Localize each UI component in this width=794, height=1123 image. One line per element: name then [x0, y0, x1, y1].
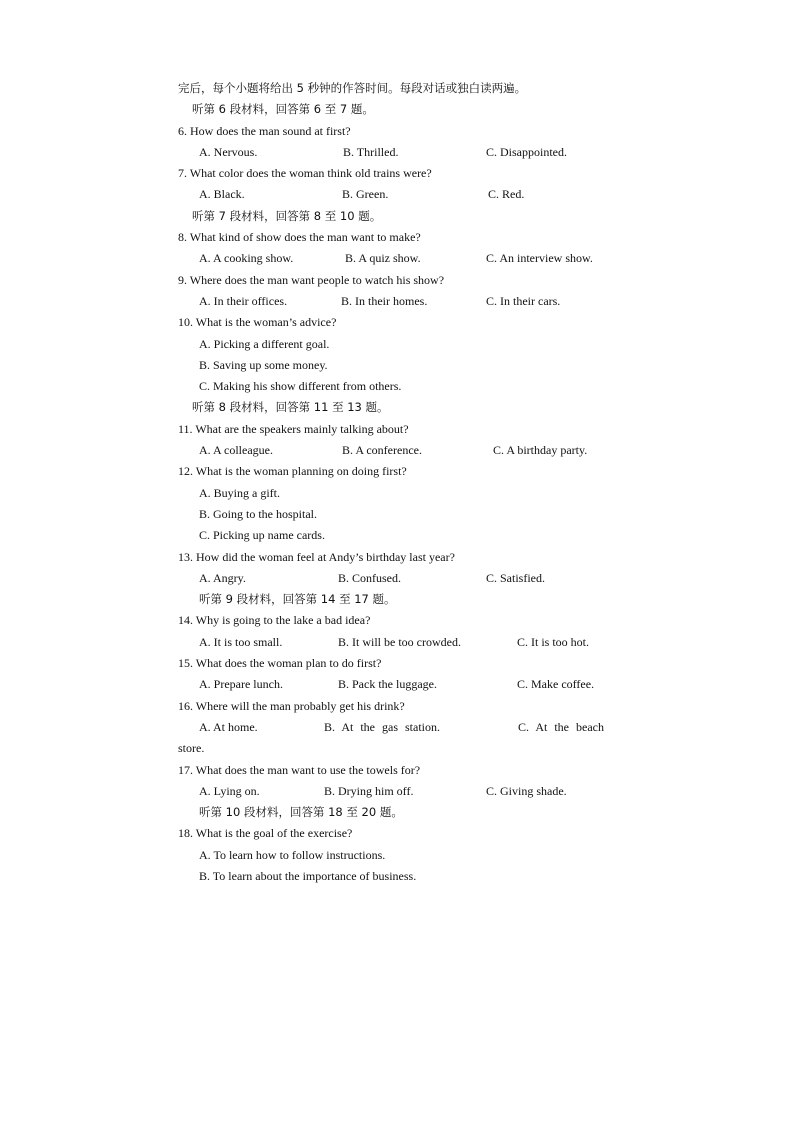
option-a: A. Lying on. — [199, 783, 260, 798]
option-a: A. In their offices. — [199, 293, 288, 308]
option-b: B. At the gas station. — [324, 719, 440, 734]
option-row — [178, 632, 618, 653]
option-row — [178, 568, 618, 589]
option-c: C. In their cars. — [486, 293, 561, 308]
option-c: C. At the beach — [518, 719, 604, 734]
question-stem: 16. Where will the man probably get his drink? — [178, 698, 405, 713]
option-a: A. At home. — [199, 719, 258, 734]
option-row — [178, 248, 618, 269]
option-c: C. An interview show. — [486, 251, 593, 266]
option-b: B. Going to the hospital. — [199, 506, 317, 521]
option-b: B. A quiz show. — [345, 251, 421, 266]
question-stem: 18. What is the goal of the exercise? — [178, 826, 353, 841]
exam-page — [178, 78, 618, 887]
question-stem: 11. What are the speakers mainly talking about? — [178, 421, 409, 436]
question-stem: 7. What color does the woman think old trains were? — [178, 166, 432, 181]
option-a: A. To learn how to follow instructions. — [199, 847, 386, 862]
section-heading: 听第 8 段材料，回答第 11 至 13 题。 — [192, 400, 389, 415]
option-c: C. Disappointed. — [486, 144, 567, 159]
option-a: A. Picking a different goal. — [199, 336, 330, 351]
section-heading: 听第 9 段材料，回答第 14 至 17 题。 — [199, 592, 396, 607]
option-a: A. Buying a gift. — [199, 485, 280, 500]
section-heading: 听第 7 段材料，回答第 8 至 10 题。 — [192, 208, 382, 223]
section-heading: 听第 10 段材料，回答第 18 至 20 题。 — [199, 805, 403, 820]
option-b: B. Drying him off. — [324, 783, 414, 798]
option-b: B. In their homes. — [341, 293, 428, 308]
option-c-continuation: store. — [178, 741, 205, 756]
question-stem: 6. How does the man sound at first? — [178, 123, 351, 138]
section-heading: 听第 6 段材料，回答第 6 至 7 题。 — [192, 102, 374, 117]
option-a: A. Black. — [199, 187, 245, 202]
option-a: A. It is too small. — [199, 634, 283, 649]
question-stem: 9. Where does the man want people to watch his show? — [178, 272, 445, 287]
option-a: A. Angry. — [199, 570, 246, 585]
option-row — [178, 674, 618, 695]
option-c: C. Picking up name cards. — [199, 528, 325, 543]
question-stem: 10. What is the woman’s advice? — [178, 315, 337, 330]
question-stem: 12. What is the woman planning on doing first? — [178, 464, 407, 479]
option-a: A. A cooking show. — [199, 251, 294, 266]
option-a: A. A colleague. — [199, 443, 273, 458]
option-c: C. Making his show different from others. — [199, 379, 402, 394]
question-stem: 17. What does the man want to use the towels for? — [178, 762, 421, 777]
option-b: B. It will be too crowded. — [338, 634, 461, 649]
option-b: B. Green. — [342, 187, 389, 202]
option-row — [178, 291, 618, 312]
option-b: B. Thrilled. — [343, 144, 399, 159]
question-stem: 13. How did the woman feel at Andy’s birthday last year? — [178, 549, 455, 564]
option-b: B. Confused. — [338, 570, 401, 585]
question-stem: 14. Why is going to the lake a bad idea? — [178, 613, 371, 628]
option-row — [178, 142, 618, 163]
option-a: A. Nervous. — [199, 144, 258, 159]
option-c: C. Red. — [488, 187, 525, 202]
instructions-text: 完后，每个小题将给出 5 秒钟的作答时间。每段对话或独白读两遍。 — [178, 81, 527, 95]
option-b: B. Saving up some money. — [199, 357, 328, 372]
option-b: B. To learn about the importance of business. — [199, 868, 417, 883]
option-row — [178, 781, 618, 802]
option-c: C. Giving shade. — [486, 783, 567, 798]
question-stem: 15. What does the woman plan to do first? — [178, 656, 382, 671]
question-stem: 8. What kind of show does the man want to make? — [178, 230, 421, 245]
option-a: A. Prepare lunch. — [199, 677, 283, 692]
option-row — [178, 717, 618, 738]
option-c: C. A birthday party. — [493, 443, 588, 458]
option-row — [178, 184, 618, 205]
option-b: B. A conference. — [342, 443, 422, 458]
option-c: C. Satisfied. — [486, 570, 545, 585]
option-c: C. Make coffee. — [517, 677, 595, 692]
option-b: B. Pack the luggage. — [338, 677, 437, 692]
option-c: C. It is too hot. — [517, 634, 590, 649]
option-row — [178, 440, 618, 461]
